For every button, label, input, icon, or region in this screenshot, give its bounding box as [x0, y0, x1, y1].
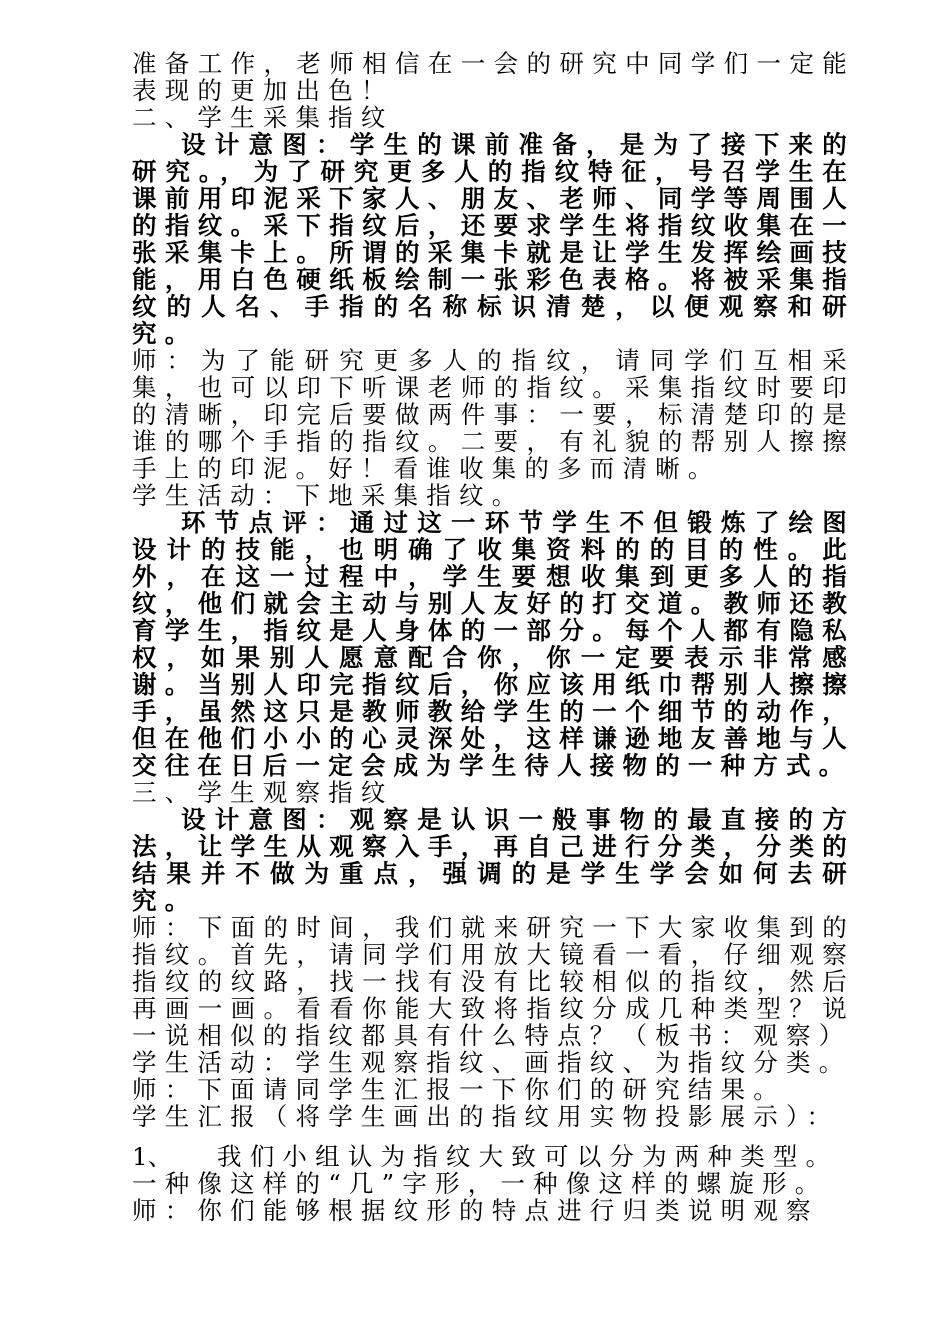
- design-intent-2: 设计意图：学生的课前准备，是为了接下来的研究。，为了研究更多人的指纹特征，号召学生在课前用印泥采下家人、朋友、老师、同学等周围人的指纹。采下指纹后，还要求学生将指纹收集在一张采集卡上。所谓的采集卡就是让学生发挥绘画技能，用白色硬纸板绘制一张彩色表格。将被采集指纹的人名、手指的名称标识清楚，以便观察和研究。: [132, 130, 855, 348]
- teacher-instruction-2: 师：为了能研究更多人的指纹，请同学们互相采集，也可以印下听课老师的指纹。采集指纹时要印的清晰，印完后要做两件事：一要，标清楚印的是谁的哪个手指的指纹。二要，有礼貌的帮别人擦擦手上的印泥。好！看谁收集的多而清晰。: [132, 346, 855, 483]
- student-activity-2: 学生活动：下地采集指纹。: [132, 481, 525, 510]
- section-heading-3: 三、学生观察指纹: [132, 778, 394, 807]
- list-item: [132, 1143, 855, 1170]
- teacher-comment: 师：你们能够根据纹形的特点进行归类说明观察: [132, 1196, 819, 1225]
- section-heading-2: 二、学生采集指纹: [132, 103, 394, 132]
- document-page: [132, 50, 855, 1224]
- student-report-intro: 学生汇报（将学生画出的指纹用实物投影展示）：: [132, 1102, 840, 1131]
- list-item-continuation: 一种像这样的“几”字形，一种像这样的螺旋形。: [132, 1169, 828, 1198]
- student-activity-3: 学生活动：学生观察指纹、画指纹、为指纹分类。: [132, 1048, 852, 1077]
- list-item-text: 我们小组认为指纹大致可以分为两种类型。: [217, 1142, 839, 1171]
- design-intent-3: 设计意图：观察是认识一般事物的最直接的方法，让学生从观察入手，再自己进行分类，分类的结果并不做为重点，强调的是学生学会如何去研究。: [132, 805, 855, 915]
- segment-review-2: 环节点评：通过这一环节学生不但锻炼了绘图设计的技能，也明确了收集资料的的目的性。此外，在这一过程中，学生要想收集到更多人的指纹，他们就会主动与别人友好的打交道。教师还教育学生，指纹是人身体的一部分。每个人都有隐私权，如果别人愿意配合你，你一定要表示非常感谢。当别人印完指纹后，你应该用纸巾帮别人擦擦手，虽然这只是教师教给学生的一个细节的动作，但在他们小小的心灵深处，这样谦逊地友善地与人交往在日后一定会成为学生待人接物的一种方式。: [132, 508, 855, 780]
- list-item-number: 1、: [132, 1142, 173, 1171]
- teacher-prompt-report: 师：下面请同学生汇报一下你们的研究结果。: [132, 1075, 786, 1104]
- teacher-instruction-3: 师：下面的时间，我们就来研究一下大家收集到的指纹。首先，请同学们用放大镜看一看，仔细观察指纹的纹路，找一找有没有比较相似的指纹，然后再画一画。看看你能大致将指纹分成几种类型？说一说相似的指纹都具有什么特点？（板书：观察）: [132, 913, 855, 1050]
- paragraph-intro: 准备工作，老师相信在一会的研究中同学们一定能表现的更加出色！: [132, 49, 855, 105]
